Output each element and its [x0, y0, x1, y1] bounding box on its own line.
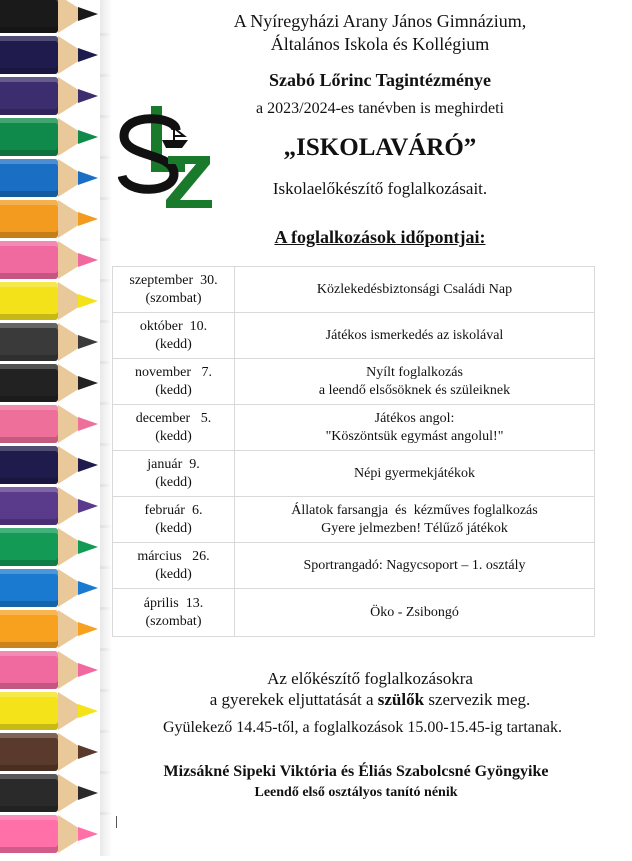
- schedule-event-line: Közlekedésbiztonsági Családi Nap: [316, 281, 513, 297]
- schedule-event: [235, 359, 595, 405]
- schedule-row: [113, 497, 595, 543]
- pencil-1: [0, 0, 112, 36]
- note-line-1: Az előkészítő foglalkozásokra: [267, 669, 473, 688]
- schedule-date-text: március 26.: [137, 548, 210, 564]
- schedule-date-text: szeptember 30.: [129, 272, 218, 288]
- pencil-17: [0, 648, 112, 692]
- pencil-18: [0, 689, 112, 733]
- schedule-date-text: október 10.: [139, 318, 208, 334]
- program-title: „ISKOLAVÁRÓ”: [283, 134, 477, 161]
- schedule-event-line: Állatok farsangja és kézműves foglalkozás: [291, 502, 538, 518]
- schedule-day-text: (szombat): [145, 613, 202, 629]
- teacher-role: Leendő első osztályos tanító nénik: [254, 785, 458, 800]
- school-name-line1: A Nyíregyházi Arany János Gimnázium,: [233, 11, 527, 31]
- pencil-12: [0, 443, 112, 487]
- note-line-2: [130, 690, 610, 710]
- schedule-event: [235, 267, 595, 313]
- schedule-date: [113, 543, 235, 589]
- schedule-date-text: december 5.: [135, 410, 212, 426]
- schedule-day-text: (kedd): [155, 520, 192, 536]
- schedule-event: [235, 543, 595, 589]
- pencil-19: [0, 730, 112, 774]
- schedule-event-line: "Köszöntsük egymást angolul!": [325, 428, 504, 444]
- schedule-date: [113, 359, 235, 405]
- schedule-date: [113, 589, 235, 637]
- pencil-16: [0, 607, 112, 651]
- teacher-names: Mizsákné Sipeki Viktória és Éliás Szabolcsné Gyöngyike: [163, 763, 549, 780]
- schedule-event-line: Játékos angol:: [374, 410, 455, 426]
- schedule-date-text: november 7.: [135, 364, 212, 380]
- pencil-21: [0, 812, 112, 856]
- pencil-7: [0, 238, 112, 282]
- note-line-2-prefix: a gyerekek eljuttatását a: [209, 690, 378, 709]
- schedule-day-text: (kedd): [155, 474, 192, 490]
- schedule-row: [113, 451, 595, 497]
- schedule-event-line: Népi gyermekjátékok: [354, 465, 475, 481]
- pencil-9: [0, 320, 112, 364]
- pencil-6: [0, 197, 112, 241]
- program-subtitle: Iskolaelőkészítő foglalkozásait.: [272, 179, 488, 198]
- schedule-date: [113, 405, 235, 451]
- schedule-day-text: (kedd): [155, 428, 192, 444]
- schedule-day-text: (kedd): [155, 566, 192, 582]
- note-line-2-bold: szülők: [377, 690, 425, 709]
- schedule-date-text: február 6.: [144, 502, 203, 518]
- schedule-event: [235, 405, 595, 451]
- schedule-event-line: Játékos ismerkedés az iskolával: [325, 327, 504, 343]
- pencil-20: [0, 771, 112, 815]
- schedule-event: [235, 589, 595, 637]
- pencil-15: [0, 566, 112, 610]
- text-cursor: [116, 816, 117, 828]
- schedule-date: [113, 451, 235, 497]
- schedule-day-text: (kedd): [155, 382, 192, 398]
- pencil-13: [0, 484, 112, 528]
- schedule-date-text: április 13.: [143, 595, 204, 611]
- pencil-3: [0, 74, 112, 118]
- pencil-2: [0, 33, 112, 77]
- pencil-border-decoration: [0, 0, 112, 861]
- schedule-row: [113, 267, 595, 313]
- schedule-row: [113, 313, 595, 359]
- schedule-date: [113, 497, 235, 543]
- schedule-date-text: január 9.: [147, 456, 200, 472]
- schedule-day-text: (szombat): [145, 290, 202, 306]
- schedule-event-line: Sportrangadó: Nagycsoport – 1. osztály: [303, 557, 526, 573]
- schedule-table: [112, 266, 595, 637]
- pencil-11: [0, 402, 112, 446]
- branch-name: Szabó Lőrinc Tagintézménye: [268, 70, 491, 90]
- schedule-row: [113, 543, 595, 589]
- announcement-line: a 2023/2024-es tanévben is meghirdeti: [256, 100, 504, 117]
- schedule-date: [113, 267, 235, 313]
- pencil-4: [0, 115, 112, 159]
- schedule-event: [235, 313, 595, 359]
- pencil-14: [0, 525, 112, 569]
- school-name-line2: Általános Iskola és Kollégium: [270, 34, 490, 54]
- schedule-row: [113, 589, 595, 637]
- schedule-day-text: (kedd): [155, 336, 192, 352]
- schedule-event: [235, 451, 595, 497]
- note-line-2-suffix: szervezik meg.: [424, 690, 531, 709]
- schedule-event-line: Gyere jelmezben! Télűző játékok: [321, 520, 508, 536]
- schedule-event: [235, 497, 595, 543]
- pencil-10: [0, 361, 112, 405]
- pencil-5: [0, 156, 112, 200]
- pencil-8: [0, 279, 112, 323]
- note-line-3: Gyülekező 14.45-től, a foglalkozások 15.00-15.45-ig tartanak.: [163, 719, 562, 736]
- schedule-date: [113, 313, 235, 359]
- schedule-heading: A foglalkozások időpontjai:: [274, 227, 486, 247]
- schedule-event-line: Öko - Zsibongó: [370, 604, 459, 620]
- schedule-event-line: a leendő elsősöknek és szüleiknek: [318, 382, 511, 398]
- schedule-event-line: Nyílt foglalkozás: [366, 364, 463, 380]
- schedule-row: [113, 405, 595, 451]
- schedule-row: [113, 359, 595, 405]
